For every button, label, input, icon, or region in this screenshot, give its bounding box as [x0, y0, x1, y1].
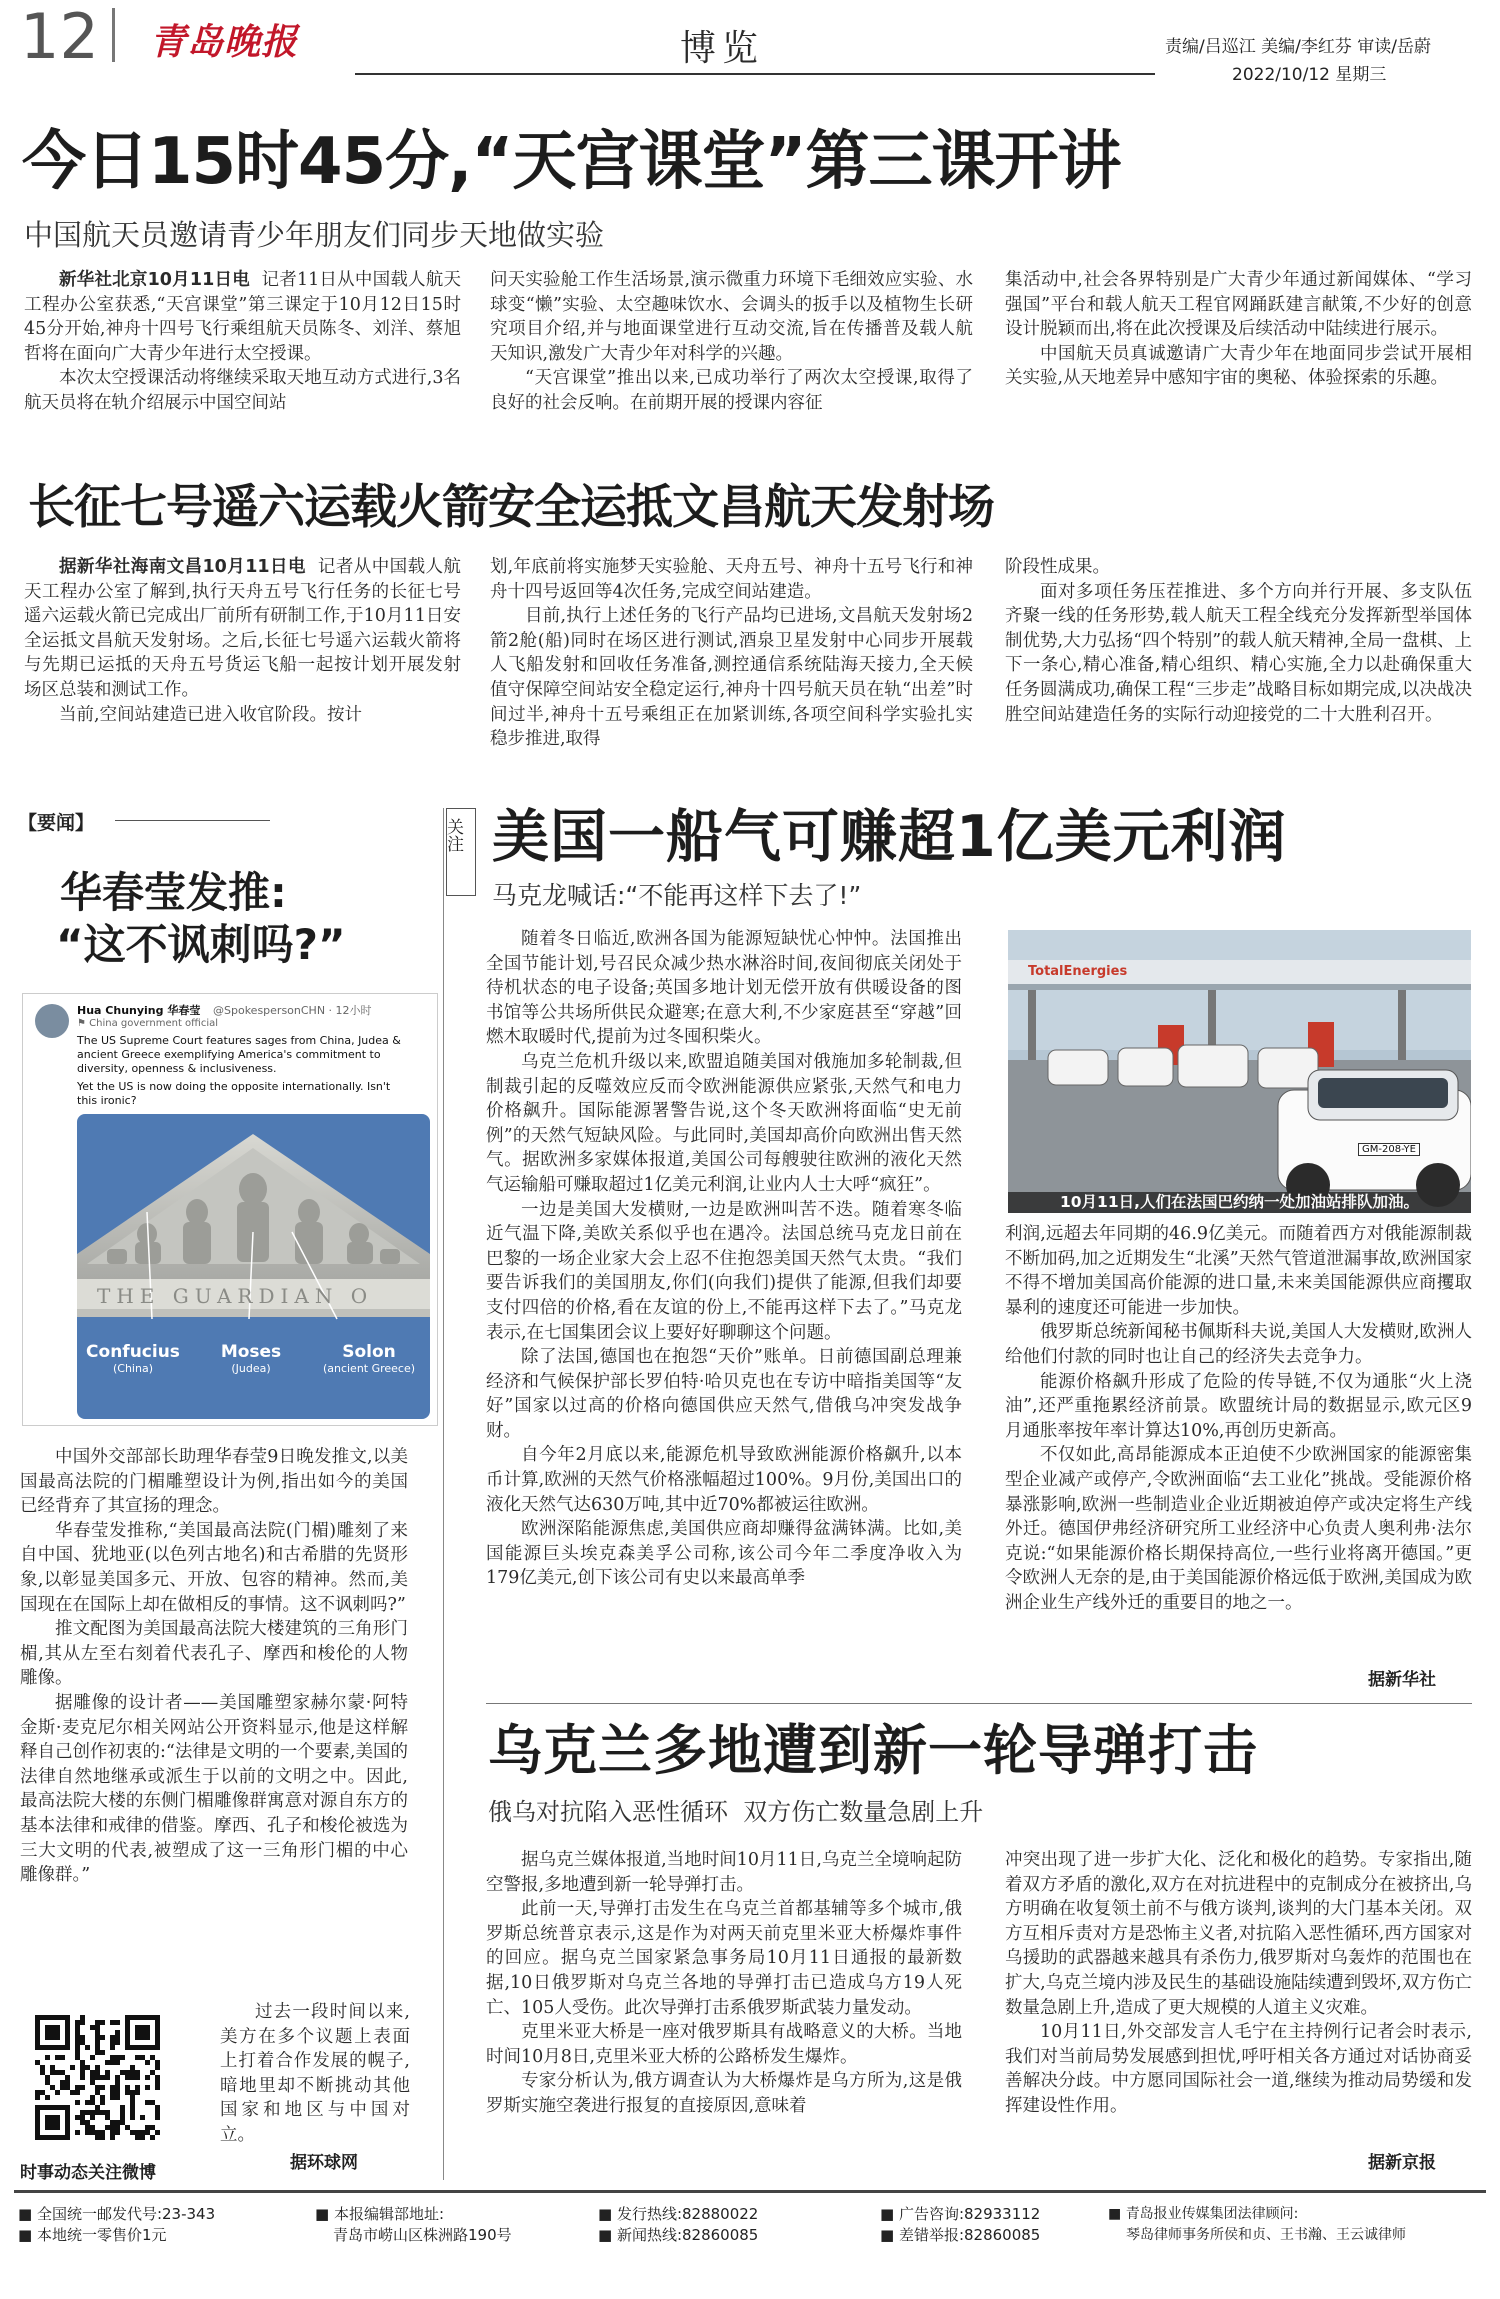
article1-col1b: 本次太空授课活动将继续采取天地互动方式进行,3名航天员将在轨介绍展示中国空间站: [24, 368, 461, 413]
footer-ad-hotline: ■ 广告咨询:82933112: [880, 2205, 1041, 2223]
figure-solon: [309, 1342, 429, 1375]
supreme-court-frieze-image: [77, 1114, 430, 1419]
tweet-gov-tag-text: China government official: [89, 1018, 219, 1029]
footer-distribution-hotline: ■ 发行热线:82880022: [598, 2205, 759, 2223]
focus-label: 关注: [443, 818, 463, 852]
article4-r1: 冲突出现了进一步扩大化、泛化和极化的趋势。专家指出,随着双方矛盾的激化,双方在对抗进程中的克制成分在被挤出,乌方明确在收复领土前不与俄方谈判,谈判的大门基本关闭。双方互相斥责对方是恐怖主义者,对抗陷入恶性循环,西方国家对乌援助的武器越来越具有杀伤力,俄罗斯对乌轰炸的范围也在扩大,乌克兰境内涉及民生的基础设施陆续遭到毁坏,双方伤亡数量急剧上升,造成了更大规模的人道主义灾难。: [1005, 1850, 1472, 2018]
figure-moses-name: Moses: [220, 1342, 282, 1362]
article2-col3-text: 阶段性成果。: [1005, 557, 1110, 577]
article4-p1: 据乌克兰媒体报道,当地时间10月11日,乌克兰全境响起防空警报,多地遭到新一轮导弹打击。: [486, 1850, 962, 1895]
article2-col3b: 面对多项任务压茬推进、多个方向并行开展、多支队伍齐聚一线的任务形势,载人航天工程全线充分发挥新型举国体制优势,大力弘扬“四个特别”的载人航天精神,全局一盘棋、上下一条心,精心准备,精心组织、精心实施,全力以赴确保重大任务圆满成功,确保工程“三步走”战略目标如期完成,以决战决胜空间站建造任务的实际行动迎接党的二十大胜利召开。: [1005, 581, 1472, 725]
photo-license-plate: GM-208-YE: [1358, 1143, 1420, 1156]
frieze-inscription: THE GUARDIAN O: [97, 1284, 374, 1308]
article2-col1b: 当前,空间站建造已进入收官阶段。按计: [59, 704, 363, 725]
left-p3: 推文配图为美国最高法院大楼建筑的三角形门楣,其从左至右刻着代表孔子、摩西和梭伦的人物雕像。: [20, 1619, 408, 1689]
article2-col2b: 目前,执行上述任务的飞行产品均已进场,文昌航天发射场2箭2舱(船)同时在场区进行测试,酒泉卫星发射中心同步开展载人飞船发射和回收任务准备,测控通信系统陆海天接力,全天候值守保障空间站安全稳定运行,神舟十四号航天员在轨“出差”时间过半,神舟十五号乘组正在加紧训练,各项空间科学实验扎实稳步推进,取得: [490, 606, 973, 750]
qr-code-graphic: [35, 2015, 160, 2140]
article3-r2: 俄罗斯总统新闻秘书佩斯科夫说,美国人大发横财,欧洲人给他们付款的同时也让自己的经济失去竞争力。: [1005, 1322, 1472, 1367]
left-headline-1: 华春莹发推:: [60, 868, 287, 917]
article4-left-col: [486, 1848, 962, 2119]
left-source: 据环球网: [290, 2153, 358, 2173]
figure-confucius: [83, 1342, 183, 1375]
article1-col1: [24, 268, 461, 416]
article3-p5: 自今年2月底以来,能源危机导致欧洲能源价格飙升,以本币计算,欧洲的天然气价格涨幅超过100%。9月份,美国出口的液化天然气达630万吨,其中近70%都被运往欧洲。: [486, 1445, 962, 1515]
left-headline-2: “这不讽刺吗?”: [56, 920, 346, 969]
footer-col-4: [880, 2204, 1140, 2246]
footer-col-5: [1108, 2204, 1493, 2246]
article3-right-col: [1005, 1222, 1472, 1616]
left-p1: 中国外交部部长助理华春莹9日晚发推文,以美国最高法院的门楣雕塑设计为例,指出如今的美国已经背弃了其宣扬的理念。: [20, 1447, 408, 1517]
article3-p2: 乌克兰危机升级以来,欧盟追随美国对俄施加多轮制裁,但制裁引起的反噬效应反而令欧洲能源供应紧张,天然气和电力价格飙升。国际能源署警告说,这个冬天欧洲将面临“史无前例”的天然气短缺风险。与此同时,美国却高价向欧洲出售天然气。据欧洲多家媒体报道,美国公司每艘驶往欧洲的液化天然气运输船可赚取超过1亿美元利润,让业内人士大呼“疯狂”。: [486, 1051, 962, 1195]
tweet-gov-tag: [77, 1018, 218, 1029]
article3-headline: 美国一船气可赚超1亿美元利润: [492, 804, 1287, 870]
article1-col2-text: 问天实验舱工作生活场景,演示微重力环境下毛细效应实验、水球变“懒”实验、太空趣味饮水、会调头的扳手以及植物生长研究项目介绍,并与地面课堂进行互动交流,旨在传播普及载人航天知识,激发广大青少年对科学的兴趣。: [490, 270, 973, 364]
article1-headline: 今日15时45分,“天宫课堂”第三课开讲: [22, 125, 1121, 199]
article4-r2: 10月11日,外交部发言人毛宁在主持例行记者会时表示,我们对当前局势发展感到担忧,呼吁相关各方通过对话协商妥善解决分歧。中方愿同国际社会一道,继续为推动局势缓和发挥建设性作用。: [1005, 2022, 1472, 2116]
tweet-avatar: [35, 1004, 69, 1038]
article3-r4: 不仅如此,高昂能源成本正迫使不少欧洲国家的能源密集型企业减产或停产,令欧洲面临“去工业化”挑战。受能源价格暴涨影响,欧洲一些制造业企业近期被迫停产或决定将生产线外迁。德国伊弗经济研究所工业经济中心负责人奥利弗·法尔克说:“如果能源价格长期保持高位,一些行业将离开德国。”更令欧洲人无奈的是,由于美国能源价格远低于欧洲,美国成为欧洲企业生产线外迁的重要目的地之一。: [1005, 1445, 1472, 1613]
left-p5: 过去一段时间以来,美方在多个议题上表面上打着合作发展的幌子,暗地里却不断挑动其他国家和地区与中国对立。: [220, 2002, 410, 2145]
figure-moses: [201, 1342, 301, 1375]
footer-legal-counsel: 琴岛律师事务所侯和贞、王书瀚、王云诚律师: [1126, 2227, 1406, 2243]
article3-p6: 欧洲深陷能源焦虑,美国供应商却赚得盆满钵满。比如,美国能源巨头埃克森美孚公司称,该公司今年二季度净收入为179亿美元,创下该公司有史以来最高单季: [486, 1519, 962, 1589]
article3-p3: 一边是美国大发横财,一边是欧洲叫苦不迭。随着寒冬临近气温下降,美欧关系似乎也在遇冷。法国总统马克龙日前在巴黎的一场企业家大会上忍不住抱怨美国天然气太贵。“我们要告诉我们的美国朋友,你们(向我们)提供了能源,但我们却要支付四倍的价格,看在友谊的份上,不能再这样下去了。”马克龙表示,在七国集团会议上要好好聊聊这个问题。: [486, 1199, 962, 1343]
footer-address-label: ■ 本报编辑部地址:: [315, 2205, 445, 2223]
figure-confucius-name: Confucius: [86, 1342, 180, 1362]
left-p2: 华春莹发推称,“美国最高法院(门楣)雕刻了来自中国、犹地亚(以色列古地名)和古希腊的先贤形象,以彰显美国多元、开放、包容的精神。然而,美国现在在国际上却在做相反的事情。这不讽刺吗?”: [20, 1520, 408, 1615]
article1-col2b: “天宫课堂”推出以来,已成功举行了两次太空授课,取得了良好的社会反响。在前期开展的授课内容征: [490, 368, 973, 413]
tweet-screenshot: [22, 993, 438, 1426]
qr-caption: 时事动态关注微博: [20, 2163, 156, 2183]
footer-address: 青岛市崂山区株洲路190号: [333, 2226, 512, 2244]
footer-postal-code: ■ 全国统一邮发代号:23-343: [18, 2205, 216, 2223]
article-separator: [486, 1703, 1472, 1704]
issue-date: 2022/10/12 星期三: [1232, 65, 1387, 85]
header-rule: [355, 73, 1155, 75]
article4-headline: 乌克兰多地遭到新一轮导弹打击: [488, 1719, 1258, 1782]
footer-col-1: [18, 2204, 288, 2246]
gas-station-photo: [1008, 930, 1471, 1213]
article3-subhead: 马克龙喊话:“不能再这样下去了!”: [492, 881, 862, 910]
article1-col3: [1005, 268, 1472, 391]
figure-moses-origin: (Judea): [231, 1362, 271, 1375]
left-p4: 据雕像的设计者——美国雕塑家赫尔蒙·阿特金斯·麦克尼尔相关网站公开资料显示,他是这样解释自己创作初衷的:“法律是文明的一个要素,美国的法律自然地继承或派生于以前的文明之中。因此,最高法院大楼的东侧门楣雕像群寓意对源自东方的基本法律和戒律的借鉴。摩西、孔子和梭伦被选为三大文明的代表,被塑成了这一三角形门楣的中心雕像群。”: [20, 1692, 408, 1886]
article4-p4: 专家分析认为,俄方调查认为大桥爆炸是乌方所为,这是俄罗斯实施空袭进行报复的直接原因,意味着: [486, 2071, 962, 2116]
article3-left-col: [486, 927, 962, 1591]
article3-source: 据新华社: [1368, 1670, 1436, 1690]
tweet-text: The US Supreme Court features sages from China, Judea & ancient Greece exemplifying America's commitment to diversity, openness & inclusiveness.: [77, 1034, 401, 1075]
article2-col3: [1005, 555, 1472, 727]
footer-legal-counsel-label: ■ 青岛报业传媒集团法律顾问:: [1108, 2206, 1299, 2222]
article1-col3-text: 集活动中,社会各界特别是广大青少年通过新闻媒体、“学习强国”平台和载人航天工程官网踊跃建言献策,不少好的创意设计脱颖而出,将在此次授课及后续活动中陆续进行展示。: [1005, 270, 1472, 340]
section-name: 博览: [680, 28, 765, 69]
figure-confucius-origin: (China): [112, 1362, 153, 1375]
article2-col2-text: 划,年底前将实施梦天实验舱、天舟五号、神舟十五号飞行和神舟十四号返回等4次任务,完成空间站建造。: [490, 557, 973, 602]
news-label-rule: [115, 820, 270, 821]
article2-col2: [490, 555, 973, 752]
photo-sign: TotalEnergies: [1028, 964, 1128, 979]
article2-col1-text: 记者从中国载人航天工程办公室了解到,执行天舟五号飞行任务的长征七号遥六运载火箭已完成出厂前所有研制工作,于10月11日安全运抵文昌航天发射场。之后,长征七号遥六运载火箭将与先期已运抵的天舟五号货运飞船一起按计划开展发射场区总装和测试工作。: [24, 557, 461, 700]
article4-p2: 此前一天,导弹打击发生在乌克兰首都基辅等多个城市,俄罗斯总统普京表示,这是作为对两天前克里米亚大桥爆炸事件的回应。据乌克兰国家紧急事务局10月11日通报的最新数据,10日俄罗斯对乌克兰各地的导弹打击已造成乌方19人死亡、105人受伤。此次导弹打击系俄罗斯武装力量发动。: [486, 1899, 962, 2018]
paper-name-logo: 青岛晚报: [150, 21, 299, 63]
tweet-text-2: Yet the US is now doing the opposite internationally. Isn't this ironic?: [77, 1080, 391, 1107]
news-label: 【要闻】: [18, 812, 95, 834]
article3-p1: 随着冬日临近,欧洲各国为能源短缺忧心忡忡。法国推出全国节能计划,号召民众减少热水淋浴时间,夜间彻底关闭处于待机状态的电子设备;英国多地计划无偿开放有供暖设备的图书馆等公共场所供民众避寒;在意大利,不少家庭甚至“穿越”回燃木取暖时代,提前为过冬囤积柴火。: [486, 929, 962, 1048]
editors-credit: 责编/吕巡江 美编/李红芬 审读/岳蔚: [1165, 37, 1431, 57]
left-article-body: [20, 1445, 408, 1888]
footer-retail-price: ■ 本地统一零售价1元: [18, 2226, 167, 2244]
article1-dateline: 新华社北京10月11日电: [59, 270, 250, 290]
footer-news-hotline: ■ 新闻热线:82860085: [598, 2226, 759, 2244]
tweet-author-name: Hua Chunying 华春莹: [77, 1004, 201, 1017]
article4-right-col: [1005, 1848, 1472, 2119]
article2-col1: [24, 555, 461, 727]
footer-error-report: ■ 差错举报:82860085: [880, 2226, 1041, 2244]
article3-r1: 利润,远超去年同期的46.9亿美元。而随着西方对俄能源制裁不断加码,加之近期发生“北溪”天然气管道泄漏事故,欧洲国家不得不增加美国高价能源的进口量,未来美国能源供应商攫取暴利的速度还可能进一步加快。: [1005, 1224, 1472, 1318]
article4-p3: 克里米亚大桥是一座对俄罗斯具有战略意义的大桥。当地时间10月8日,克里米亚大桥的公路桥发生爆炸。: [486, 2022, 962, 2067]
footer-rule: [14, 2190, 1486, 2193]
qr-code[interactable]: [35, 2015, 160, 2140]
article2-headline: 长征七号遥六运载火箭安全运抵文昌航天发射场: [28, 480, 994, 535]
column-divider: [443, 808, 444, 2180]
footer-col-2: [315, 2204, 585, 2246]
article4-source: 据新京报: [1368, 2153, 1436, 2173]
article3-p4: 除了法国,德国也在抱怨“天价”账单。日前德国副总理兼经济和气候保护部长罗伯特·哈贝克也在专访中暗指美国等“友好”国家以过高的价格向德国供应天然气,借俄乌冲突发战争财。: [486, 1347, 962, 1441]
article1-col1-text: 记者11日从中国载人航天工程办公室获悉,“天宫课堂”第三课定于10月12日15时45分开始,神舟十四号飞行乘组航天员陈冬、刘洋、蔡旭哲将在面向广大青少年进行太空授课。: [24, 270, 461, 364]
article2-dateline: 据新华社海南文昌10月11日电: [59, 557, 306, 577]
tweet-handle: @SpokespersonCHN · 12小时: [213, 1004, 372, 1017]
article4-subhead: 俄乌对抗陷入恶性循环 双方伤亡数量急剧上升: [488, 1798, 984, 1826]
photo-caption: 10月11日,人们在法国巴约纳一处加油站排队加油。: [1059, 1193, 1420, 1211]
article1-subhead: 中国航天员邀请青少年朋友们同步天地做实验: [24, 218, 605, 252]
figure-solon-name: Solon: [342, 1342, 396, 1362]
article1-col3b: 中国航天员真诚邀请广大青少年在地面同步尝试开展相关实验,从天地差异中感知宇宙的奥秘、体验探索的乐趣。: [1005, 343, 1472, 389]
flag-icon: ⚑: [77, 1018, 90, 1029]
article3-r3: 能源价格飙升形成了危险的传导链,不仅为通胀“火上浇油”,还严重拖累经济前景。欧盟统计局的数据显示,欧元区9月通胀率按年率计算达10%,再创历史新高。: [1005, 1371, 1472, 1441]
article1-col2: [490, 268, 973, 416]
footer-col-3: [598, 2204, 858, 2246]
page-number: 12: [20, 0, 99, 73]
page-number-bar: [112, 8, 115, 62]
figure-solon-origin: (ancient Greece): [322, 1362, 416, 1375]
